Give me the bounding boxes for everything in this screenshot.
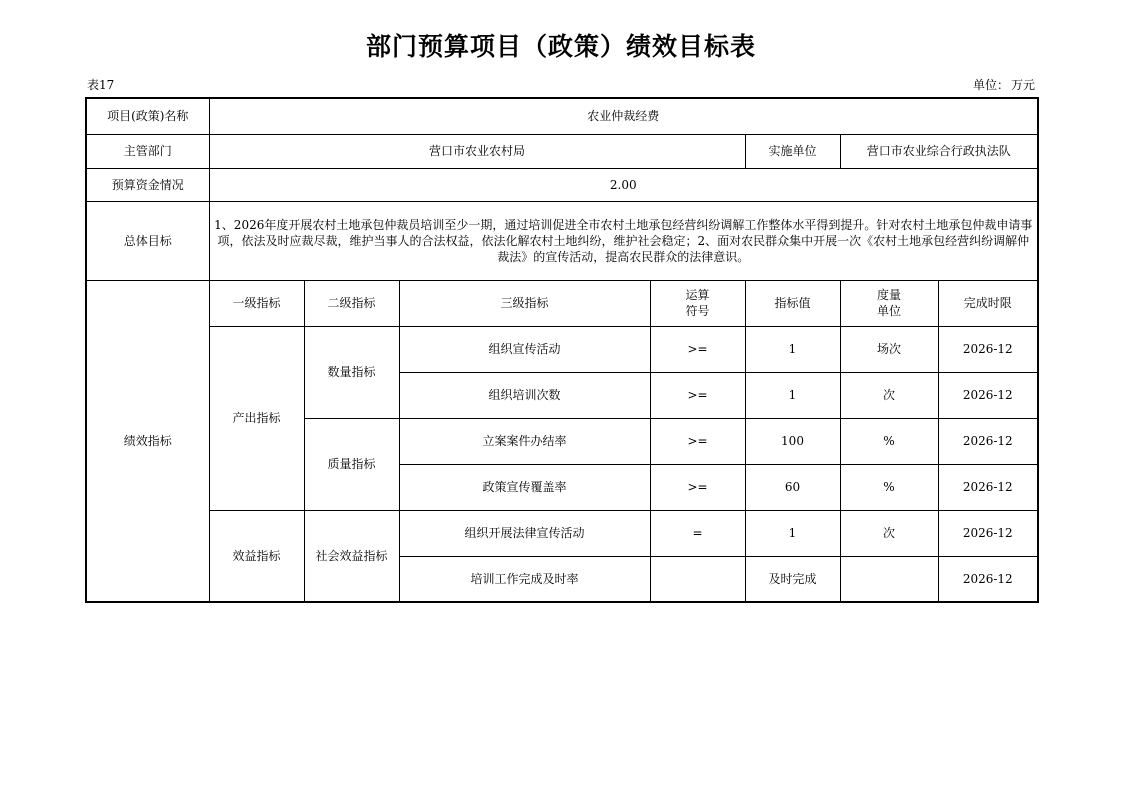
indicator-deadline: 2026-12 — [938, 510, 1038, 556]
header-deadline: 完成时限 — [938, 280, 1038, 326]
row-project-name — [86, 98, 1038, 134]
indicator-value: 及时完成 — [745, 556, 840, 602]
header-row — [86, 280, 1038, 326]
project-name-label: 项目(政策)名称 — [86, 98, 209, 134]
indicator-unit: 次 — [840, 372, 938, 418]
dept-label: 主管部门 — [86, 134, 209, 168]
header-unit-line2: 单位 — [876, 304, 901, 318]
indicator-deadline: 2026-12 — [938, 418, 1038, 464]
indicator-op: = — [650, 510, 745, 556]
indicator-value: 1 — [745, 372, 840, 418]
header-level1: 一级指标 — [209, 280, 304, 326]
header-value: 指标值 — [745, 280, 840, 326]
indicator-value: 100 — [745, 418, 840, 464]
table-row — [86, 326, 1038, 372]
performance-table — [85, 97, 1039, 603]
page-title: 部门预算项目（政策）绩效目标表 — [365, 32, 756, 61]
header-level2: 二级指标 — [304, 280, 399, 326]
unit-value: 万元 — [1010, 78, 1035, 92]
indicator-op — [650, 556, 745, 602]
goal-text: 1、2026年度开展农村土地承包仲裁员培训至少一期，通过培训促进全市农村土地承包经营纠纷调解工作整体水平得到提升。针对农村土地承包仲裁申请事项，依法及时应裁尽裁，维护当事人的合法权益，依法化解农村土地纠纷，维护社会稳定；2、面对农民群众集中开展一次《农村土地承包经营纠纷调解仲裁法》的宣传活动，提高农民群众的法律意识。 — [209, 201, 1038, 280]
budget-value: 2.00 — [209, 168, 1038, 201]
indicator-name: 组织开展法律宣传活动 — [399, 510, 650, 556]
group-output: 产出指标 — [209, 326, 304, 510]
indicator-deadline: 2026-12 — [938, 372, 1038, 418]
header-op-line1: 运算 — [685, 288, 710, 302]
indicator-deadline: 2026-12 — [938, 326, 1038, 372]
perf-label: 绩效指标 — [86, 280, 209, 602]
header-op — [650, 280, 745, 326]
impl-label: 实施单位 — [745, 134, 840, 168]
indicator-name: 立案案件办结率 — [399, 418, 650, 464]
indicator-op: >= — [650, 372, 745, 418]
header-level3: 三级指标 — [399, 280, 650, 326]
indicator-op: >= — [650, 464, 745, 510]
unit-label: 单位： — [972, 78, 1009, 92]
impl-value: 营口市农业综合行政执法队 — [840, 134, 1038, 168]
project-name-value: 农业仲裁经费 — [209, 98, 1038, 134]
indicator-unit — [840, 556, 938, 602]
row-budget — [86, 168, 1038, 201]
table-row — [86, 510, 1038, 556]
goal-label: 总体目标 — [86, 201, 209, 280]
group-quantity: 数量指标 — [304, 326, 399, 418]
table-number: 表17 — [87, 78, 115, 92]
header-op-line2: 符号 — [685, 304, 710, 318]
group-benefit: 效益指标 — [209, 510, 304, 602]
indicator-name: 组织培训次数 — [399, 372, 650, 418]
indicator-deadline: 2026-12 — [938, 556, 1038, 602]
row-department — [86, 134, 1038, 168]
group-quality: 质量指标 — [304, 418, 399, 510]
indicator-name: 培训工作完成及时率 — [399, 556, 650, 602]
indicator-unit: % — [840, 418, 938, 464]
group-social: 社会效益指标 — [304, 510, 399, 602]
row-goal — [86, 201, 1038, 280]
indicator-value: 1 — [745, 326, 840, 372]
indicator-value: 60 — [745, 464, 840, 510]
header-unit — [840, 280, 938, 326]
unit-note — [973, 76, 1035, 93]
indicator-unit: 场次 — [840, 326, 938, 372]
indicator-name: 政策宣传覆盖率 — [399, 464, 650, 510]
header-unit-line1: 度量 — [876, 288, 901, 302]
indicator-deadline: 2026-12 — [938, 464, 1038, 510]
indicator-unit: 次 — [840, 510, 938, 556]
indicator-unit: % — [840, 464, 938, 510]
indicator-value: 1 — [745, 510, 840, 556]
indicator-op: >= — [650, 326, 745, 372]
indicator-op: >= — [650, 418, 745, 464]
budget-label: 预算资金情况 — [86, 168, 209, 201]
indicator-name: 组织宣传活动 — [399, 326, 650, 372]
dept-value: 营口市农业农村局 — [209, 134, 745, 168]
